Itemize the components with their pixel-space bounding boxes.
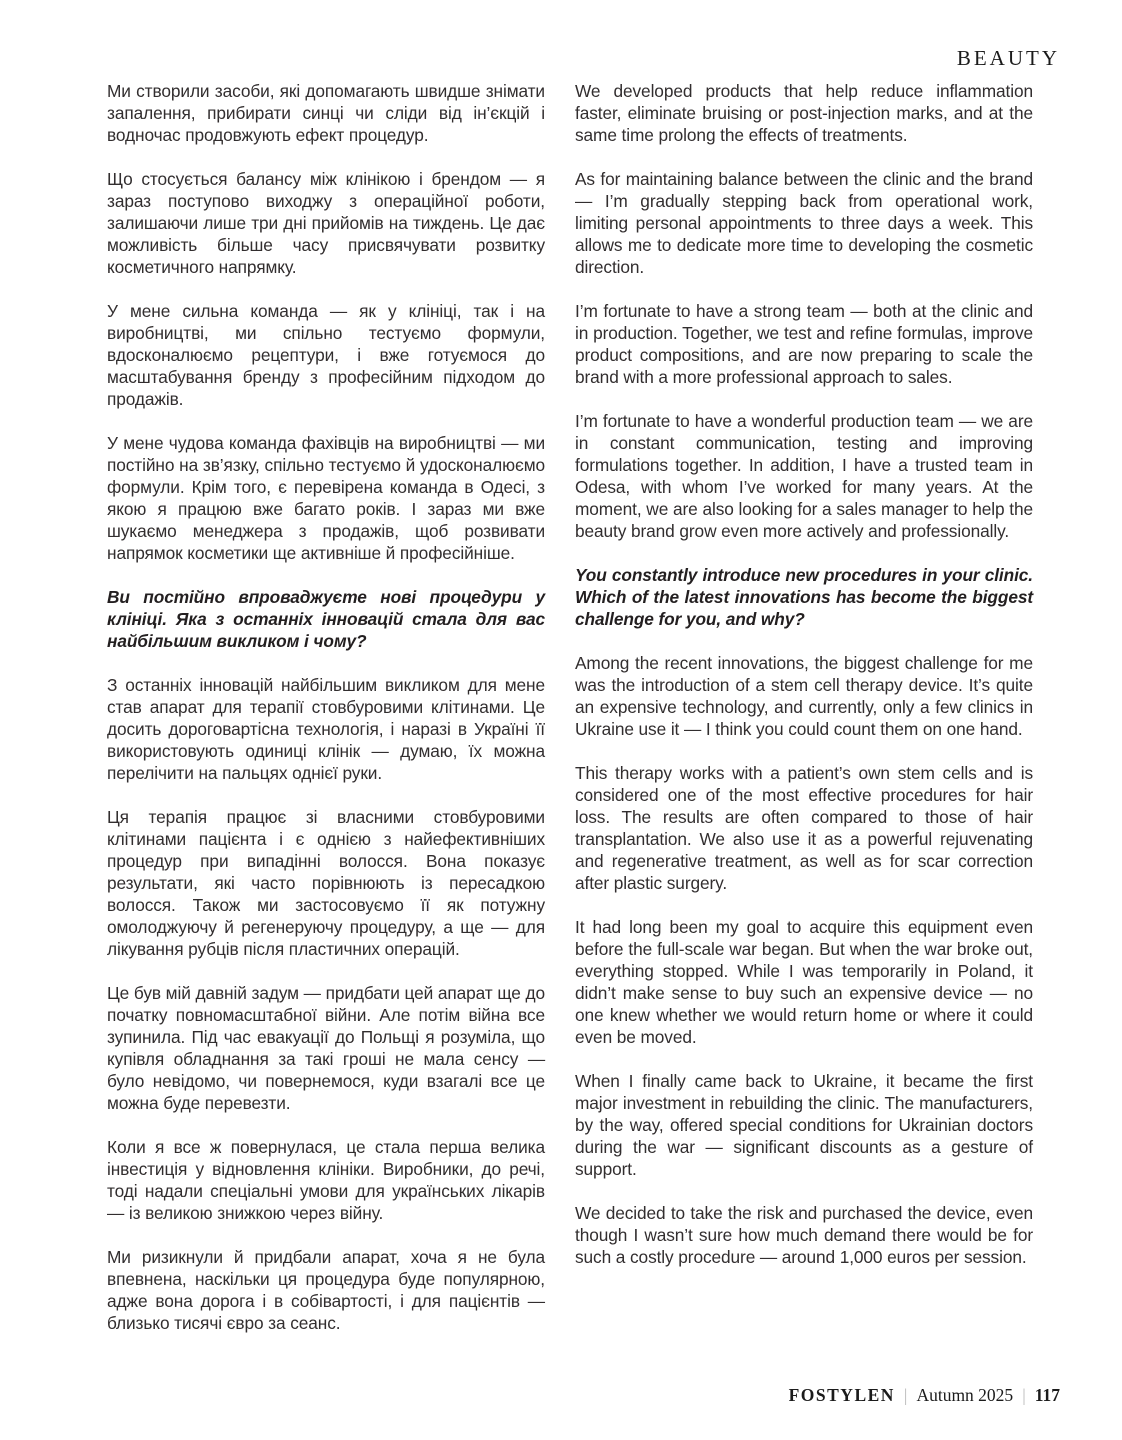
- paragraph: It had long been my goal to acquire this equipment even before the full-scale war began. But when the war broke out, everything stopped. While I was temporarily in Poland, it didn’t make sense to buy such an expensive device — no one knew whether we would return home or where it could even be moved.: [575, 917, 1033, 1047]
- paragraph: Ця терапія працює зі власними стовбуровими клітинами пацієнта і є однією з найефективніших процедур при випадінні волосся. Вона показує результати, які часто порівнюють із пересадкою волосся. Також ми застосовуємо її як потужну омолоджуючу й регенеруючу процедуру, а ще — для лікування рубців після пластичних операцій.: [107, 807, 545, 959]
- paragraph: Ми ризикнули й придбали апарат, хоча я не була впевнена, наскільки ця процедура буде популярною, адже вона дорога і в собівартості, і для пацієнтів — близько тисячі євро за сеанс.: [107, 1247, 545, 1333]
- paragraph: When I finally came back to Ukraine, it became the first major investment in rebuilding the clinic. The manufacturers, by the way, offered special conditions for Ukrainian doctors during the war — significant discounts as a gesture of support.: [575, 1071, 1033, 1179]
- issue-label: Autumn 2025: [916, 1385, 1014, 1405]
- footer-divider: |: [1022, 1385, 1026, 1405]
- page-number: 117: [1034, 1385, 1060, 1405]
- paragraph: I’m fortunate to have a strong team — both at the clinic and in production. Together, we test and refine formulas, improve product compositions, and are now preparing to scale the brand with a more professional approach to sales.: [575, 301, 1033, 387]
- page-footer: [789, 1385, 1060, 1406]
- paragraph: This therapy works with a patient’s own stem cells and is considered one of the most effective procedures for hair loss. The results are often compared to those of hair transplantation. We also use it as a powerful rejuvenating and regenerative treatment, as well as for scar correction after plastic surgery.: [575, 763, 1033, 893]
- article-body: [107, 80, 1033, 1356]
- footer-divider: |: [903, 1385, 908, 1405]
- paragraph: У мене чудова команда фахівців на виробництві — ми постійно на зв’язку, спільно тестуємо й удосконалюємо формули. Крім того, є перевірена команда в Одесі, з якою я працюю вже багато років. І зараз ми вже шукаємо менеджера з продажів, щоб розвивати напрямок косметики ще активніше й професійніше.: [107, 433, 545, 563]
- paragraph: As for maintaining balance between the clinic and the brand — I’m gradually stepping back from operational work, limiting personal appointments to three days a week. This allows me to dedicate more time to developing the cosmetic direction.: [575, 169, 1033, 277]
- paragraph: I’m fortunate to have a wonderful production team — we are in constant communication, testing and improving formulations together. In addition, I have a trusted team in Odesa, with whom I’ve worked for many years. At the moment, we are also looking for a sales manager to help the beauty brand grow even more actively and professionally.: [575, 411, 1033, 541]
- paragraph: Ми створили засоби, які допомагають швидше знімати запалення, прибирати синці чи сліди від ін’єкцій і водночас продовжують ефект процедур.: [107, 81, 545, 145]
- paragraph: We developed products that help reduce inflammation faster, eliminate bruising or post-injection marks, and at the same time prolong the effects of treatments.: [575, 81, 1033, 145]
- paragraph: Це був мій давній задум — придбати цей апарат ще до початку повномасштабної війни. Але потім війна все зупинила. Під час евакуації до Польщі я розуміла, що купівля обладнання за такі гроші не мала сенсу — було невідомо, чи повернемося, куди взагалі все це можна буде перевезти.: [107, 983, 545, 1113]
- interview-question: Ви постійно впроваджуєте нові процедури у клініці. Яка з останніх інновацій стала для вас найбільшим викликом і чому?: [107, 587, 545, 651]
- magazine-name: FOSTYLEN: [788, 1385, 895, 1405]
- paragraph: Коли я все ж повернулася, це стала перша велика інвестиція у відновлення клініки. Виробники, до речі, тоді надали спеціальні умови для українських лікарів — із великою знижкою через війну.: [107, 1137, 545, 1223]
- paragraph: We decided to take the risk and purchased the device, even though I wasn’t sure how much demand there would be for such a costly procedure — around 1,000 euros per session.: [575, 1203, 1033, 1267]
- paragraph: Among the recent innovations, the biggest challenge for me was the introduction of a stem cell therapy device. It’s quite an expensive technology, and currently, only a few clinics in Ukraine use it — I think you could count them on one hand.: [575, 653, 1033, 739]
- paragraph: У мене сильна команда — як у клініці, так і на виробництві, ми спільно тестуємо формули, вдосконалюємо рецептури, і вже готуємося до масштабування бренду з професійним підходом до продажів.: [107, 301, 545, 409]
- interview-question: You constantly introduce new procedures in your clinic. Which of the latest innovations has become the biggest challenge for you, and why?: [575, 565, 1033, 629]
- paragraph: Що стосується балансу між клінікою і брендом — я зараз поступово виходжу з операційної роботи, залишаючи лише три дні прийомів на тиждень. Це дає можливість більше часу присвячувати розвитку косметичного напрямку.: [107, 169, 545, 277]
- column-ukrainian: [107, 80, 545, 1356]
- column-english: [575, 80, 1033, 1356]
- paragraph: З останніх інновацій найбільшим викликом для мене став апарат для терапії стовбуровими клітинами. Це досить дороговартісна технологія, і наразі в Україні її використовують одиниці клінік — думаю, їх можна перелічити на пальцях однієї руки.: [107, 675, 545, 783]
- section-label: BEAUTY: [956, 46, 1060, 70]
